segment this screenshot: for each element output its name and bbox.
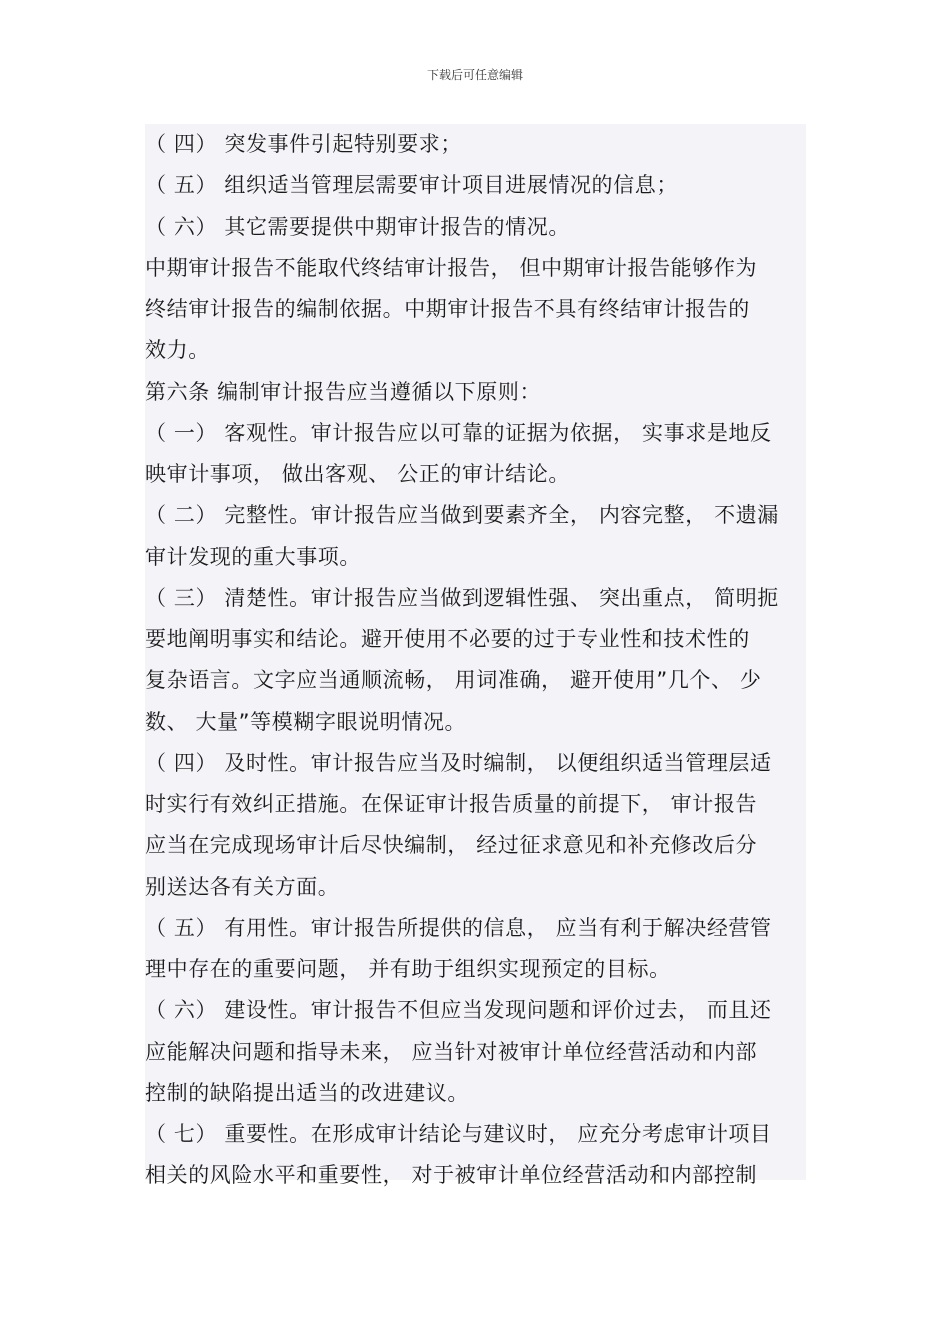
body-line: 中期审计报告不能取代终结审计报告， 但中期审计报告能够作为 <box>145 255 758 280</box>
body-line: （ 六） 其它需要提供中期审计报告的情况。 <box>145 214 570 239</box>
body-line: 理中存在的重要问题， 并有助于组织实现预定的目标。 <box>145 957 671 981</box>
body-line: （ 四） 及时性。审计报告应当及时编制， 以便组织适当管理层适 <box>145 750 772 775</box>
body-line: （ 五） 组织适当管理层需要审计项目进展情况的信息； <box>145 173 678 198</box>
body-line: 控制的缺陷提出适当的改进建议。 <box>145 1080 469 1105</box>
document-body <box>145 124 806 1188</box>
body-line: （ 六） 建设性。审计报告不但应当发现问题和评价过去， 而且还 <box>145 998 772 1023</box>
page-header: 下载后可任意编辑 <box>426 68 523 82</box>
body-line: 映审计事项， 做出客观、 公正的审计结论。 <box>145 462 570 486</box>
body-line: 终结审计报告的编制依据。中期审计报告不具有终结审计报告的 <box>145 297 750 321</box>
body-line: 时实行有效纠正措施。在保证审计报告质量的前提下， 审计报告 <box>145 792 758 816</box>
body-line: 第六条 编制审计报告应当遵循以下原则： <box>145 379 542 404</box>
body-line: 应能解决问题和指导未来， 应当针对被审计单位经营活动和内部 <box>145 1039 758 1064</box>
body-line: 要地阐明事实和结论。避开使用不必要的过于专业性和技术性的 <box>145 627 750 651</box>
body-line: （ 一） 客观性。审计报告应以可靠的证据为依据， 实事求是地反 <box>145 420 772 445</box>
body-line: （ 五） 有用性。审计报告所提供的信息， 应当有利于解决经营管 <box>145 915 772 940</box>
body-line: （ 七） 重要性。在形成审计结论与建议时， 应充分考虑审计项目 <box>145 1122 772 1146</box>
body-line: 别送达各有关方面。 <box>145 874 340 899</box>
body-line: （ 三） 清楚性。审计报告应当做到逻辑性强、 突出重点， 简明扼 <box>145 585 779 610</box>
body-line: 相关的风险水平和重要性， 对于被审计单位经营活动和内部控制 <box>145 1163 758 1188</box>
body-line: 应当在完成现场审计后尽快编制， 经过征求意见和补充修改后分 <box>145 833 758 858</box>
body-line: （ 二） 完整性。审计报告应当做到要素齐全， 内容完整， 不遗漏 <box>145 503 779 528</box>
body-line: 效力。 <box>145 338 210 363</box>
body-line: 复杂语言。文字应当通顺流畅， 用词准确， 避开使用”几个、 少 <box>145 668 762 693</box>
body-line: 审计发现的重大事项。 <box>145 544 361 569</box>
body-line: 数、 大量”等模糊字眼说明情况。 <box>145 709 467 734</box>
body-line: （ 四） 突发事件引起特别要求； <box>145 132 462 156</box>
